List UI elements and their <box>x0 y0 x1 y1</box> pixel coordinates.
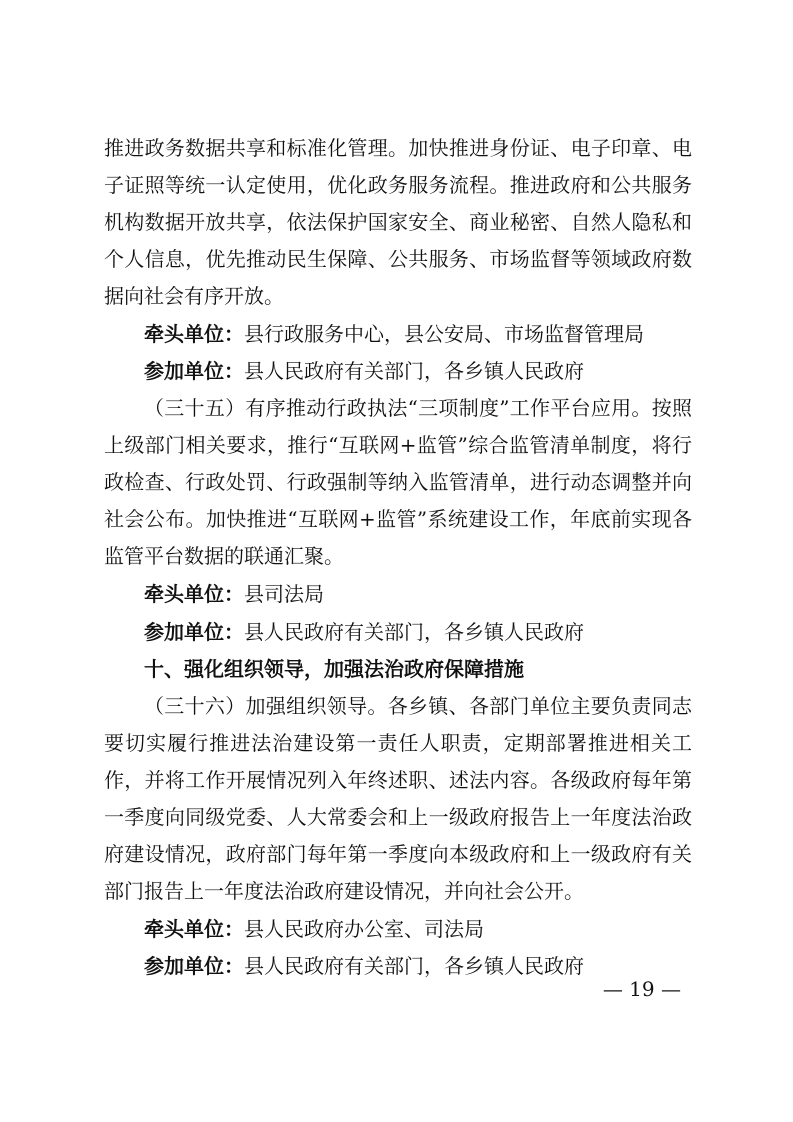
join-unit-1 <box>104 353 692 390</box>
page-number: — 19 — <box>602 977 681 1001</box>
lead-unit-text: 县行政服务中心，县公安局、市场监督管理局 <box>244 322 644 346</box>
item-35-paragraph <box>104 390 692 575</box>
section-heading-10 <box>104 651 692 688</box>
paragraph-data-sharing <box>104 130 692 315</box>
lead-unit-2 <box>104 576 692 613</box>
paragraph-text: 推进政务数据共享和标准化管理。加快推进身份证、电子印章、电子证照等统一认定使用，优化政务服务流程。推进政府和公共服务机构数据开放共享，依法保护国家安全、商业秘密、自然人隐私和个人信息，优先推动民生保障、公共服务、市场监督等领域政府数据向社会有序开放。 <box>104 136 692 308</box>
join-unit-label: 参加单位： <box>144 620 244 644</box>
lead-unit-text: 县人民政府办公室、司法局 <box>244 917 484 941</box>
lead-unit-label: 牵头单位： <box>144 917 244 941</box>
lead-unit-3 <box>104 911 692 948</box>
item-36-text: （三十六）加强组织领导。各乡镇、各部门单位主要负责同志要切实履行推进法治建设第一责任人职责，定期部署推进相关工作，并将工作开展情况列入年终述职、述法内容。各级政府每年第一季度向同级党委、人大常委会和上一级政府报告上一年度法治政府建设情况，政府部门每年第一季度向本级政府和上一级政府有关部门报告上一年度法治政府建设情况，并向社会公开。 <box>104 694 692 903</box>
join-unit-text: 县人民政府有关部门，各乡镇人民政府 <box>244 954 584 978</box>
join-unit-text: 县人民政府有关部门，各乡镇人民政府 <box>244 359 584 383</box>
lead-unit-text: 县司法局 <box>244 582 324 606</box>
item-36-paragraph <box>104 688 692 910</box>
join-unit-text: 县人民政府有关部门，各乡镇人民政府 <box>244 620 584 644</box>
item-35-text: （三十五）有序推动行政执法“三项制度”工作平台应用。按照上级部门相关要求，推行“互联网+监管”综合监管清单制度，将行政检查、行政处罚、行政强制等纳入监管清单，进行动态调整并向社会公布。加快推进“互联网+监管”系统建设工作，年底前实现各监管平台数据的联通汇聚。 <box>104 396 692 568</box>
section-heading-text: 十、强化组织领导，加强法治政府保障措施 <box>144 657 524 681</box>
lead-unit-label: 牵头单位： <box>144 322 244 346</box>
join-unit-2 <box>104 614 692 651</box>
lead-unit-1 <box>104 316 692 353</box>
lead-unit-label: 牵头单位： <box>144 582 244 606</box>
join-unit-label: 参加单位： <box>144 359 244 383</box>
join-unit-label: 参加单位： <box>144 954 244 978</box>
